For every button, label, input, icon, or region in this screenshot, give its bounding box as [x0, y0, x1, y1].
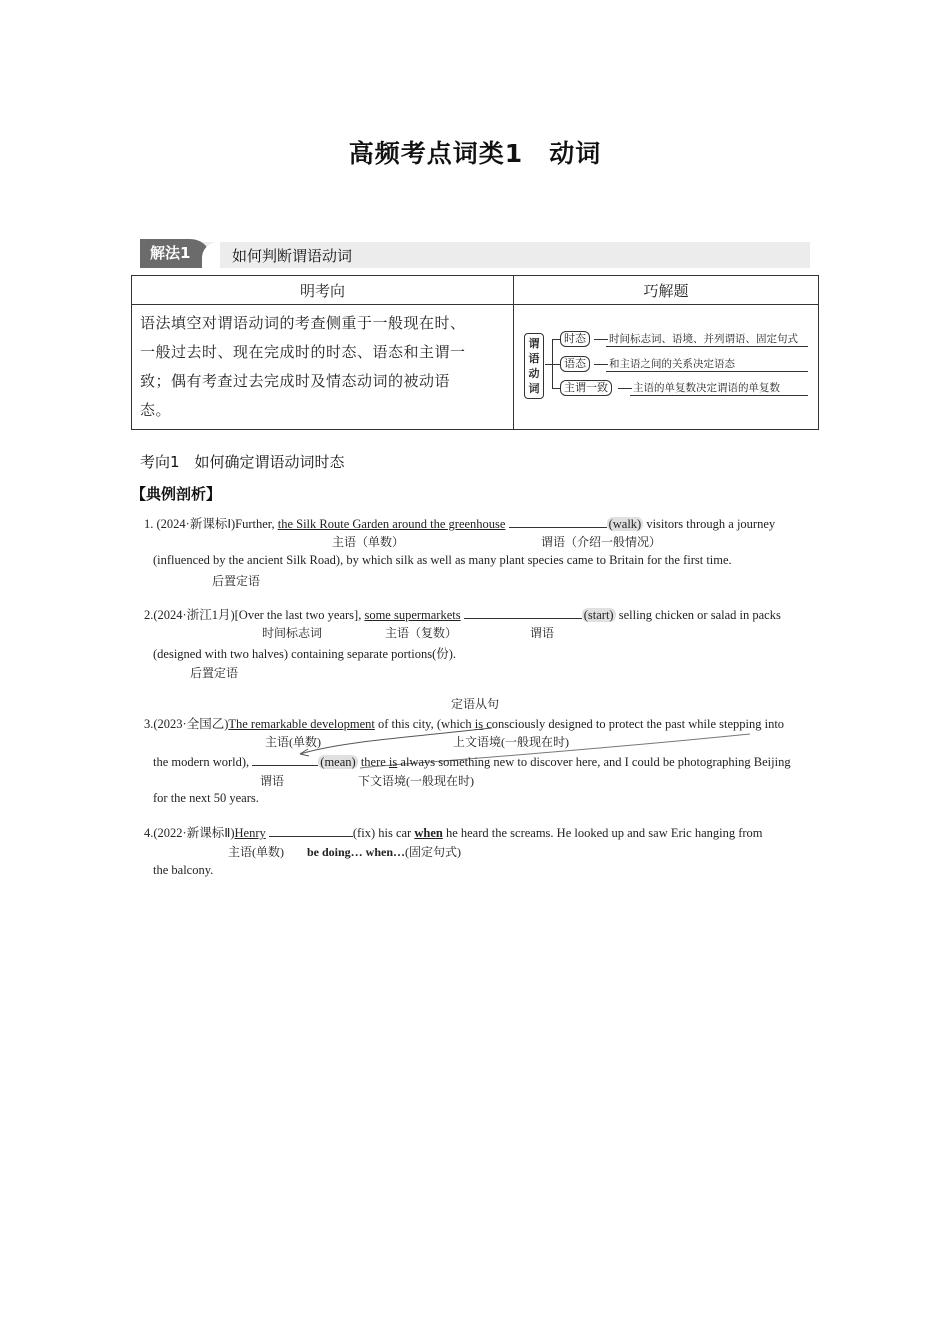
- example-4-blank[interactable]: [269, 824, 353, 837]
- example-2-ann-postmodifier: 后置定语: [190, 666, 239, 680]
- diagram-underline: [630, 395, 808, 396]
- example-3-is-2: is: [388, 755, 398, 769]
- example-3-ann-context-after: 下文语境(一般现在时): [358, 774, 474, 788]
- example-3-hint: (mean): [320, 755, 356, 769]
- example-4-subject: Henry: [234, 826, 266, 840]
- example-1-line-2: (influenced by the ancient Silk Road), by which silk as well as many plant species came to Britain for the first time.: [153, 553, 732, 567]
- example-4-line-1: [144, 823, 763, 841]
- example-3-line-2-mid: there: [357, 755, 389, 769]
- page-title: 高频考点词类1 动词: [348, 139, 602, 168]
- diagram-underline: [606, 371, 808, 372]
- diagram-connector: [594, 364, 608, 365]
- example-2-ann-time: 时间标志词: [262, 626, 323, 640]
- method-banner: [140, 228, 810, 268]
- diagram-underline: [606, 346, 808, 347]
- example-3-rest: consciously designed to protect the past while stepping into: [483, 717, 785, 731]
- example-1-hint: (walk): [608, 517, 642, 531]
- predicate-diagram: [514, 311, 818, 423]
- example-4-rest: he heard the screams. He looked up and saw Eric hanging from: [442, 826, 763, 840]
- example-1-ann-predicate: 谓语（介绍一般情况）: [541, 535, 662, 549]
- diagram-label-agreement: 主谓一致: [560, 380, 612, 396]
- example-1-rest: visitors through a journey: [643, 517, 776, 531]
- example-2-hint: (start): [583, 608, 614, 622]
- section-heading: 考向1 如何确定谓语动词时态: [140, 453, 345, 471]
- example-2-subject: some supermarkets: [364, 608, 461, 622]
- example-3-mid: of this city, (which: [374, 717, 475, 731]
- diagram-center-char: 语: [528, 352, 540, 365]
- diagram-connector: [552, 339, 560, 340]
- example-1-blank[interactable]: [509, 515, 607, 528]
- diagram-connector: [618, 388, 632, 389]
- example-3-ann-predicate: 谓语: [260, 774, 285, 788]
- example-2-ann-predicate: 谓语: [530, 626, 555, 640]
- diagram-label-tense: 时态: [560, 331, 590, 347]
- example-1-prefix: 1. (2024·新课标Ⅰ)Further,: [144, 517, 278, 531]
- example-3-line-2: [153, 753, 791, 770]
- diagram-connector: [552, 388, 560, 389]
- example-2-ann-subject: 主语（复数）: [385, 626, 458, 640]
- diagram-connector: [545, 364, 552, 365]
- example-3-arrows: [230, 720, 790, 780]
- example-subheading: 【典例剖析】: [131, 485, 222, 503]
- exam-line: 致；偶有考查过去完成时及情态动词的被动语: [140, 372, 451, 390]
- example-4-hint: (fix): [352, 826, 376, 840]
- example-2-rest: selling chicken or salad in packs: [615, 608, 781, 622]
- example-3-line-3: for the next 50 years.: [153, 791, 259, 805]
- diagram-center-char: 词: [528, 382, 540, 395]
- example-2-blank[interactable]: [464, 606, 582, 619]
- diagram-label-voice: 语态: [560, 356, 590, 372]
- example-4-prefix: 4.(2022·新课标Ⅱ): [144, 826, 235, 840]
- example-3-blank[interactable]: [252, 753, 318, 766]
- diagram-desc-voice: 和主语之间的关系决定语态: [609, 358, 735, 370]
- example-2-prefix: 2.(2024·浙江1月): [144, 608, 235, 622]
- example-4-ann-subject: 主语(单数): [228, 845, 284, 859]
- example-2-time-marker: [Over the last two years]: [234, 608, 359, 622]
- diagram-desc-tense: 时间标志词、语境、并列谓语、固定句式: [609, 333, 798, 345]
- exam-line: 态。: [140, 401, 172, 419]
- method-table: [131, 275, 819, 430]
- table-header-solution: 巧解题: [514, 276, 819, 305]
- example-3-line-2-rest: always something new to discover here, and I could be photographing Beijing: [397, 755, 791, 769]
- solution-cell: [514, 305, 819, 430]
- banner-tag: 解法1: [140, 239, 212, 268]
- example-4-pattern: be doing… when…: [307, 845, 406, 859]
- example-1-ann-postmodifier: 后置定语: [212, 574, 261, 588]
- example-1-ann-subject: 主语（单数）: [332, 535, 405, 549]
- arrow-line: [300, 728, 492, 754]
- table-header-row: [132, 276, 819, 305]
- example-3-ann-context-before: 上文语境(一般现在时): [453, 735, 569, 749]
- diagram-center-char: 谓: [528, 337, 540, 350]
- example-1-subject: the Silk Route Garden around the greenhouse: [277, 517, 506, 531]
- example-1-line-1: [144, 514, 775, 532]
- example-3-prefix: 3.(2023·全国乙): [144, 717, 229, 731]
- example-2-line-2: (designed with two halves) containing separate portions(份).: [153, 647, 457, 661]
- diagram-desc-agreement: 主语的单复数决定谓语的单复数: [633, 382, 780, 394]
- diagram-center-char: 动: [528, 367, 540, 380]
- example-4-line-2: the balcony.: [153, 863, 214, 877]
- example-4-when: when: [414, 826, 443, 840]
- exam-line: 一般过去时、现在完成时的时态、语态和主谓一: [140, 343, 466, 361]
- example-4-pattern-label: (固定句式): [405, 845, 462, 859]
- example-3-subject: The remarkable development: [228, 717, 375, 731]
- example-4-ann-pattern: [307, 843, 461, 860]
- diagram-connector: [552, 364, 560, 365]
- exam-line: 语法填空对谓语动词的考查侧重于一般现在时、: [140, 314, 466, 332]
- example-3-ann-subject: 主语(单数): [265, 735, 321, 749]
- diagram-center-box: [524, 333, 544, 399]
- exam-description: [132, 305, 514, 430]
- example-3-is: is: [474, 717, 484, 731]
- example-3-line-2-start: the modern world),: [153, 755, 253, 769]
- example-2-line-1: [144, 605, 781, 623]
- example-4-mid: his car: [375, 826, 415, 840]
- example-3-ann-clause: 定语从句: [451, 697, 500, 711]
- banner-title: 如何判断谓语动词: [232, 247, 353, 265]
- table-header-exam: 明考向: [132, 276, 514, 305]
- diagram-connector: [594, 339, 608, 340]
- example-2-comma: ,: [358, 608, 365, 622]
- table-body-row: [132, 305, 819, 430]
